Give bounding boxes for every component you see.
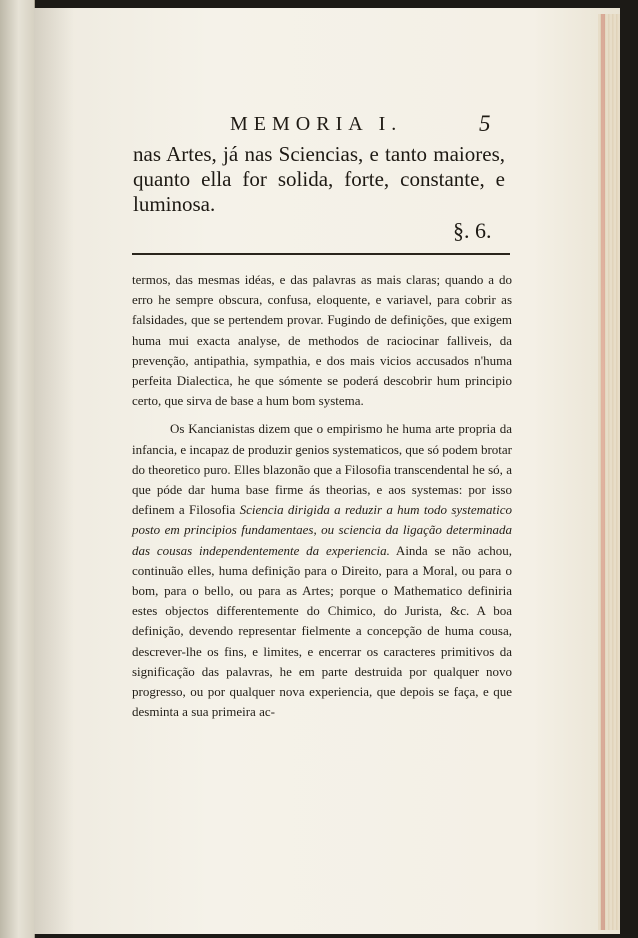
section-number: §. 6. — [453, 218, 492, 243]
book-page — [34, 8, 620, 934]
running-head — [34, 111, 620, 141]
paragraph-2-part-1: Os Kancianistas dizem que o empirismo he huma arte propria da infancia, e incapaz de produzir genios systematicos, que só podem brotar do theoretico puro. Elles blazonão que a Filosofia transcendental he só, a que póde dar huma base firme ás theorias, e aos systemas: por isso definem a Filosofia — [132, 421, 512, 518]
previous-page-edge — [0, 0, 35, 938]
paragraph-2 — [132, 419, 512, 722]
running-title: MEMORIA I. — [230, 113, 403, 135]
section-divider — [132, 253, 510, 255]
page-fore-edge — [598, 14, 620, 930]
body-text — [132, 270, 512, 722]
edge-stain — [601, 14, 605, 930]
paragraph-1: termos, das mesmas idéas, e das palavras as mais claras; quando a do erro he sempre obscura, confusa, eloquente, e variavel, para cobrir as falsidades, que se pertendem provar. Fugindo de definições, que exigem huma mui exacta analyse, de methodos de raciocinar falliveis, da prevenção, antipathia, sympathia, e dos mais vicios accusados n'huma perfeita Dialectica, he que sómente se poderá descobrir hum principio certo, que sirva de base a hum bom systema. — [132, 272, 512, 409]
continued-paragraph: nas Artes, já nas Sciencias, e tanto maiores, quanto ella for solida, forte, constante, e luminosa. — [133, 142, 505, 216]
paragraph-2-italic-definition: Sciencia dirigida a reduzir a hum todo systematico posto em principios fundamentaes, ou sciencia da ligação determinada das cousas independentemente da experiencia. — [132, 502, 512, 558]
page-number: 5 — [479, 111, 491, 136]
paragraph-2-part-2: Ainda se não achou, continuão elles, huma definição para o Direito, para a Moral, ou para o bom, para o bello, ou para as Artes; porque o Mathematico definiria estes objectos differentemente do Chimico, do Jurista, &c. A boa definição, devendo representar fielmente a concepção de huma cousa, descrever-lhe os fins, e limites, e encerrar os caracteres primitivos da significação das palavras, he em parte destruida por qualquer novo progresso, ou por qualquer nova experiencia, que depois se faça, e que desminta a sua primeira ac- — [132, 542, 512, 720]
